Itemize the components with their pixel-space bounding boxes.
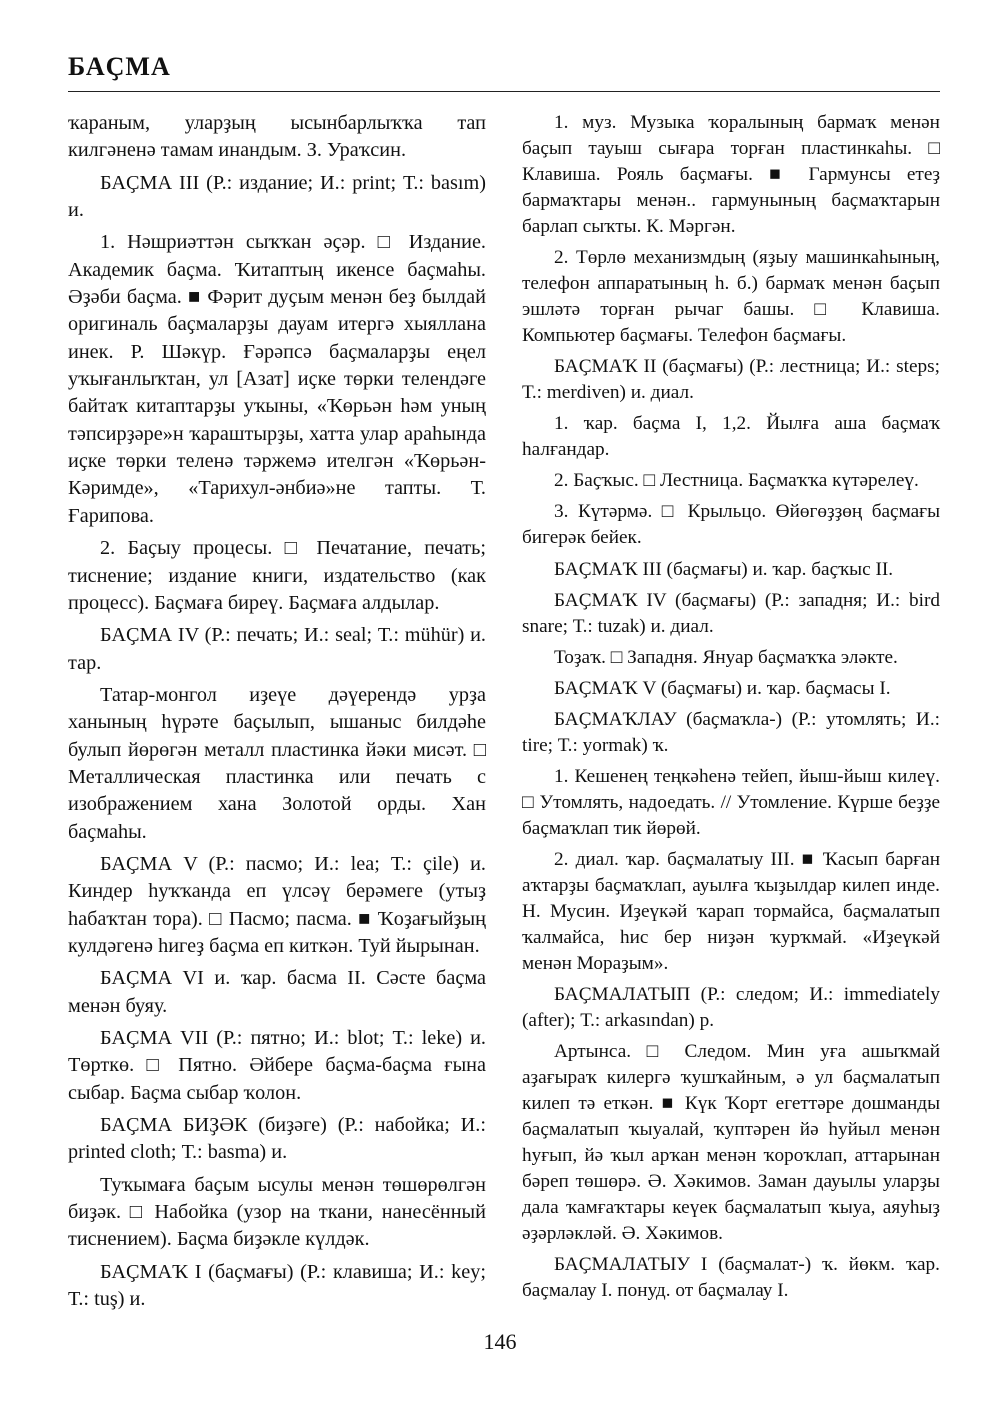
dictionary-entry: БАҪМАҠ II (баҫмағы) (Р.: лестница; И.: steps; Т.: merdiven) и. диал. xyxy=(522,356,940,404)
dictionary-entry: 1. ҡар. баҫма I, 1,2. Йылға аша баҫмаҡ һалғандар. xyxy=(522,413,940,461)
right-column xyxy=(522,110,940,1309)
dictionary-entry: БАҪМАҠ III (баҫмағы) и. ҡар. баҫҡыс II. xyxy=(554,558,894,580)
dictionary-entry: 1. муз. Музыка ҡоралының бармаҡ менән баҫып тауыш сығара торған пластинкаһы. □ Клавиша. Рояль баҫмағы. ■ Гармунсы етеҙ бармаҡтары менән.. гармунының баҫмаҡтарын барлап сыҡты. К. Мәргән. xyxy=(522,112,940,238)
dictionary-entry: Туҡымаға баҫым ысулы менән төшөрөлгән биҙәк. □ Набойка (узор на ткани, нанесённый тиснением). Баҫма биҙәкле күлдәк. xyxy=(68,1173,486,1251)
dictionary-entry: БАҪМА V (Р.: пасмо; И.: lea; Т.: çile) и. Киндер һуҡҡанда еп үлсәү берәмеге (утыҙ һабаҡтан тора). □ Пасмо; пасма. ■ Ҡоҙағыйҙың кулдәгенә һигеҙ баҫма еп киткән. Туй йырынан. xyxy=(68,852,486,957)
dictionary-entry: 2. диал. ҡар. баҫмалатыу III. ■ Ҡасып барған аҡтарҙы баҫмаҡлап, ауылға ҡыҙылдар килеп инде. Н. Мусин. Иҙеүкәй ҡарап тормайса, баҫмалатып ҡалмайса, һис бер ниҙән ҡурҡмай. «Иҙеүкәй менән Мораҙым». xyxy=(522,848,940,974)
dictionary-entry: БАҪМА IV (Р.: печать; И.: seal; Т.: mühür) и. тар. xyxy=(68,624,486,674)
dictionary-entry: Тоҙаҡ. □ Западня. Януар баҫмаҡҡа эләкте. xyxy=(554,646,898,668)
dictionary-entry: БАҪМА VII (Р.: пятно; И.: blot; Т.: leke) и. Төрткө. □ Пятно. Әйбере баҫма-баҫма ғына сыбар. Баҫма сыбар ҡолон. xyxy=(68,1027,486,1104)
dictionary-entry: БАҪМАҠ V (баҫмағы) и. ҡар. баҫмасы I. xyxy=(554,677,891,699)
dictionary-entry: БАҪМАҠ I (баҫмағы) (Р.: клавиша; И.: key; Т.: tuş) и. xyxy=(68,1260,486,1311)
dictionary-entry: БАҪМА III (Р.: издание; И.: print; Т.: basım) и. xyxy=(68,171,486,222)
dictionary-entry: 1. Кешенең теңкәһенә тейеп, йыш-йыш килеү. □ Утомлять, надоедать. // Утомление. Күрше беҙҙе баҫмаҡлап тик йөрөй. xyxy=(522,765,940,839)
dictionary-entry: БАҪМАҠ IV (баҫмағы) (Р.: западня; И.: bird snare; Т.: tuzak) и. диал. xyxy=(522,589,940,637)
dictionary-entry: Татар-монгол иҙеүе дәүерендә урҙа ханының һүрәте баҫылып, ышаныс билдәһе булып йөрөгән металл пластинка йәки мисәт. □ Металлическая пластинка или печать с изображением хана Золотой орды. Хан баҫмаһы. xyxy=(68,683,486,843)
dictionary-entry: 2. Баҫҡыс. □ Лестница. Баҫмаҡҡа күтәрелеү. xyxy=(554,470,919,492)
dictionary-entry: 3. Күтәрмә. □ Крыльцо. Өйөгөҙҙөң баҫмағы бигерәк бейек. xyxy=(522,501,940,549)
dictionary-entry: 2. Төрлө механизмдың (яҙыу машинкаһының, телефон аппаратының һ. б.) бармаҡ менән баҫып эшләтә торған рычаг башы. □ Клавиша. Компьютер баҫмағы. Телефон баҫмағы. xyxy=(522,247,940,347)
running-head: БАҪМА xyxy=(68,52,171,81)
dictionary-entry: ҡараным, уларҙың ысынбарлыҡҡа тап килгәненә тамам инандым. З. Ураҡсин. xyxy=(68,112,486,162)
dictionary-entry: БАҪМАЛАТЫУ I (баҫмалат-) ҡ. йөкм. ҡар. баҫмалау I. понуд. от баҫмалау I. xyxy=(522,1254,940,1302)
page-number: 146 xyxy=(483,1329,517,1354)
left-column xyxy=(68,110,486,1318)
dictionary-entry: Артынса. □ Следом. Мин уға ашыҡмай аҙағыраҡ килергә ҡушҡайным, ә ул баҫмалатып килеп тә еткән. ■ Күк Ҡорт егеттәре дошманды баҫмалатып ҡыуалай, ҡуптәрен йә һуйыл менән һуғып, йә ҡыл арҡан менән ҡороҡлап, аттарынан бәреп төшөрә. Ә. Хәкимов. Заман дауылы уларҙы дала ҡамғаҡтары кеүек баҫмалатып ҡыуа, аяуһыҙ әҙәрләкләй. Ә. Хәкимов. xyxy=(522,1041,940,1245)
dictionary-entry: БАҪМА БИҘӘК (биҙәге) (Р.: набойка; И.: printed cloth; Т.: basma) и. xyxy=(68,1114,486,1164)
dictionary-entry: 1. Нәшриәттән сыҡҡан әҫәр. □ Издание. Академик баҫма. Ҡитаптың икенсе баҫмаһы. Әҙәби баҫма. ■ Фәрит дуҫым менән беҙ былдай оригиналь баҫмаларҙы дауам итергә хыяллана инек. Р. Шәкүр. Ғәрәпсә баҫмаларҙы еңел уҡығанлыҡтан, ул [Азат] иҫке төрки телендәге байтаҡ китаптарҙы уҡыны, «Ҡөрьән һәм уның тәпсирҙәре»н ҡараштырҙы, хатта улар араһында иҫке төрки теленә тәржемә ителгән «Ҡөрьән-Кәримде», «Тарихул-әнбиә»не тапты. Т. Ғарипова. xyxy=(68,231,486,527)
header-rule xyxy=(68,91,940,92)
dictionary-entry: БАҪМАҠЛАУ (баҫмаҡла-) (Р.: утомлять; И.: tire; Т.: yormak) ҡ. xyxy=(522,708,940,756)
dictionary-entry: БАҪМА VI и. ҡар. басма II. Сәсте баҫма менән буяу. xyxy=(68,967,486,1017)
dictionary-entry: БАҪМАЛАТЫП (Р.: следом; И.: immediately (after); Т.: arkasından) р. xyxy=(522,983,940,1031)
dictionary-entry: 2. Баҫыу процесы. □ Печатание, печать; тиснение; издание книги, издательство (как процесс). Баҫмаға биреү. Баҫмаға алдылар. xyxy=(68,537,486,614)
